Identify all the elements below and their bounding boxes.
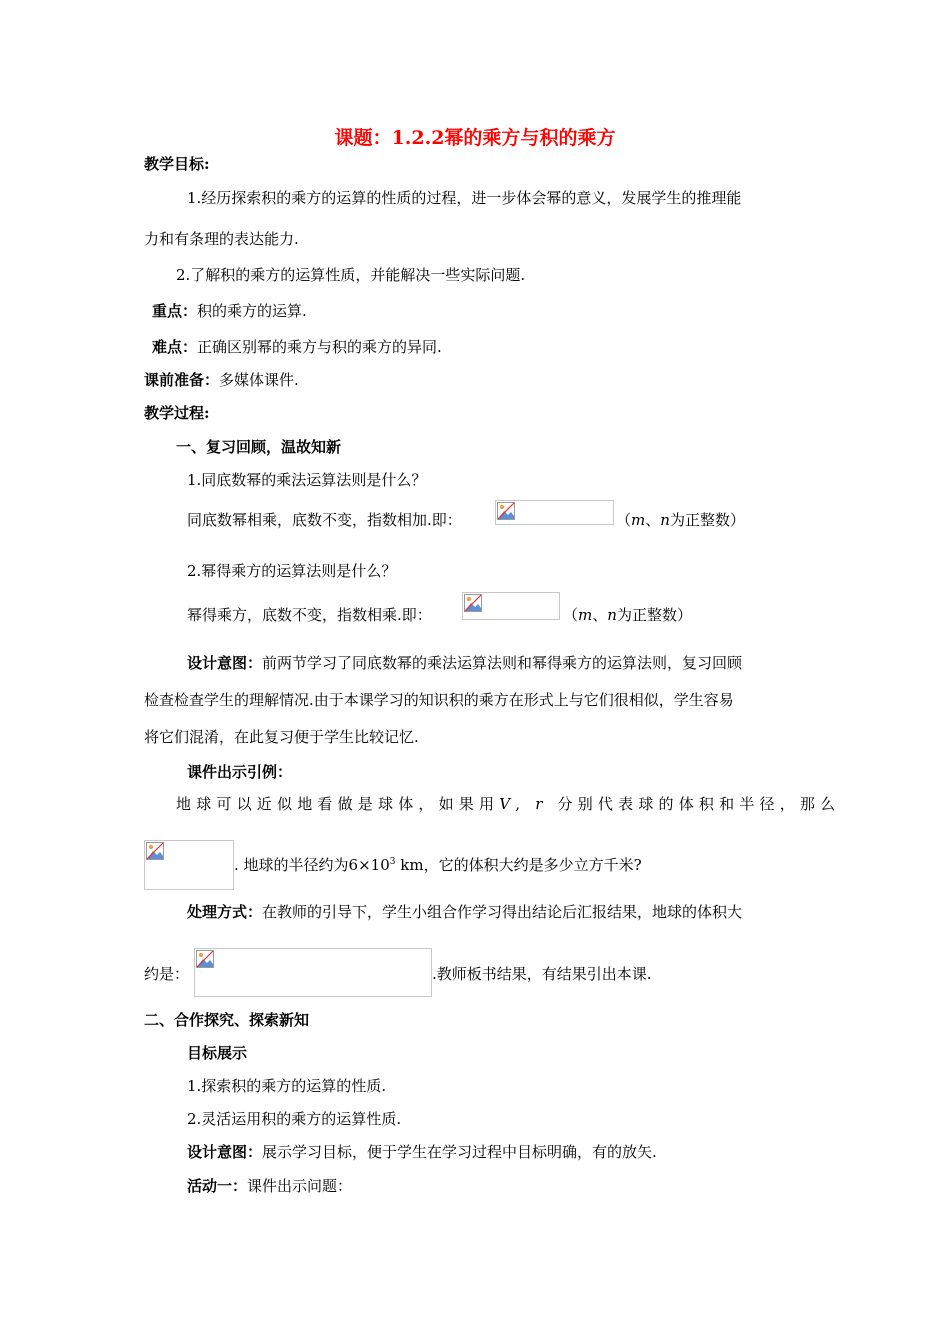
design-intent-1-line-2: 检查检查学生的理解情况.由于本课学习的知识积的乘方在形式上与它们很相似，学生容易: [144, 691, 734, 709]
broken-image-icon: [464, 594, 482, 612]
handling-label: 处理方式：: [187, 903, 263, 921]
broken-image-icon: [196, 950, 214, 968]
handling-line-2-a: 约是：: [144, 965, 190, 983]
page-title: 课题：1.2.2幂的乘方与积的乘方: [334, 127, 616, 149]
design-intent-1-line-1: [187, 653, 742, 673]
condition-1: [616, 510, 745, 530]
goal-item-1-line-1: 1.经历探索积的乘方的运算的性质的过程，进一步体会幂的意义，发展学生的推理能: [187, 189, 742, 207]
difficulty-text: 正确区别幂的乘方与积的乘方的异同.: [197, 338, 442, 356]
review-answer-2: 幂得乘方，底数不变，指数相乘.即：: [187, 606, 432, 624]
design-intent-2: [187, 1142, 657, 1162]
goal-display-item-1: 1.探索积的乘方的运算的性质.: [187, 1077, 387, 1095]
condition-1-open: （: [616, 511, 632, 529]
difficulty: [152, 337, 442, 357]
example-exponent: 3: [389, 857, 396, 867]
design-intent-1-line-3: 将它们混淆，在此复习便于学生比较记忆.: [144, 728, 419, 746]
example-line-2-b: km，它的体积大约是多少立方千米?: [395, 856, 642, 874]
key-point-label: 重点：: [152, 302, 198, 320]
condition-2-rest: 为正整数）: [616, 606, 692, 624]
formula-image-4: [194, 948, 432, 997]
condition-2-m: m: [578, 606, 593, 624]
preparation-label: 课前准备：: [144, 371, 220, 389]
example-line-1: [176, 794, 840, 814]
process-heading: 教学过程:: [144, 404, 210, 422]
goal-display-heading: 目标展示: [187, 1044, 248, 1062]
example-var-r: r: [535, 795, 548, 813]
design-intent-text: 前两节学习了同底数幂的乘法运算法则和幂得乘方的运算法则，复习回顾: [262, 654, 743, 672]
design-intent-label: 设计意图：: [187, 654, 263, 672]
handling-text: 在教师的引导下，学生小组合作学习得出结论后汇报结果，地球的体积大: [262, 903, 743, 921]
example-text-b: 分别代表球的体积和半径，那么: [557, 795, 841, 813]
condition-2: [563, 605, 692, 625]
handling-line-1: [187, 902, 742, 922]
section-2-heading: 二、合作探究、探索新知: [144, 1011, 310, 1029]
goal-item-2: 2.了解积的乘方的运算性质，并能解决一些实际问题.: [176, 266, 526, 284]
key-point: [152, 301, 307, 321]
example-var-v: V: [499, 795, 516, 813]
condition-2-open: （: [563, 606, 579, 624]
condition-1-n: n: [660, 511, 670, 529]
example-line-2: [234, 855, 642, 875]
review-answer-1: 同底数幂相乘，底数不变，指数相加.即：: [187, 511, 462, 529]
preparation-text: 多媒体课件.: [219, 371, 299, 389]
condition-2-sep: 、: [592, 606, 608, 624]
condition-2-n: n: [607, 606, 617, 624]
activity-one-text: 课件出示问题：: [247, 1177, 353, 1195]
handling-line-2-b: .教师板书结果，有结果引出本课.: [432, 965, 652, 983]
key-point-text: 积的乘方的运算.: [197, 302, 307, 320]
design-intent-2-text: 展示学习目标，便于学生在学习过程中目标明确，有的放矢.: [262, 1143, 657, 1161]
section-1-heading: 一、复习回顾，温故知新: [176, 438, 342, 456]
review-question-2: 2.幂得乘方的运算法则是什么？: [187, 562, 397, 580]
goals-heading: 教学目标:: [144, 155, 210, 173]
design-intent-2-label: 设计意图：: [187, 1143, 263, 1161]
formula-image-3: [144, 840, 234, 890]
activity-one: [187, 1176, 352, 1196]
activity-one-label: 活动一：: [187, 1177, 248, 1195]
preparation: [144, 370, 299, 390]
condition-1-m: m: [631, 511, 646, 529]
formula-image-1: [495, 500, 614, 525]
review-question-1: 1.同底数幂的乘法运算法则是什么？: [187, 471, 427, 489]
goal-item-1-line-2: 力和有条理的表达能力.: [144, 230, 299, 248]
example-heading: 课件出示引例：: [187, 763, 293, 781]
broken-image-icon: [497, 502, 515, 520]
example-comma: ,: [515, 795, 526, 813]
formula-image-2: [462, 592, 560, 620]
condition-1-sep: 、: [645, 511, 661, 529]
difficulty-label: 难点：: [152, 338, 198, 356]
goal-display-item-2: 2.灵活运用积的乘方的运算性质.: [187, 1110, 402, 1128]
condition-1-rest: 为正整数）: [669, 511, 745, 529]
broken-image-icon: [146, 842, 164, 860]
example-text-a: 地球可以近似地看做是球体，如果用: [176, 795, 500, 813]
example-line-2-a: . 地球的半径约为6×10: [234, 856, 390, 874]
